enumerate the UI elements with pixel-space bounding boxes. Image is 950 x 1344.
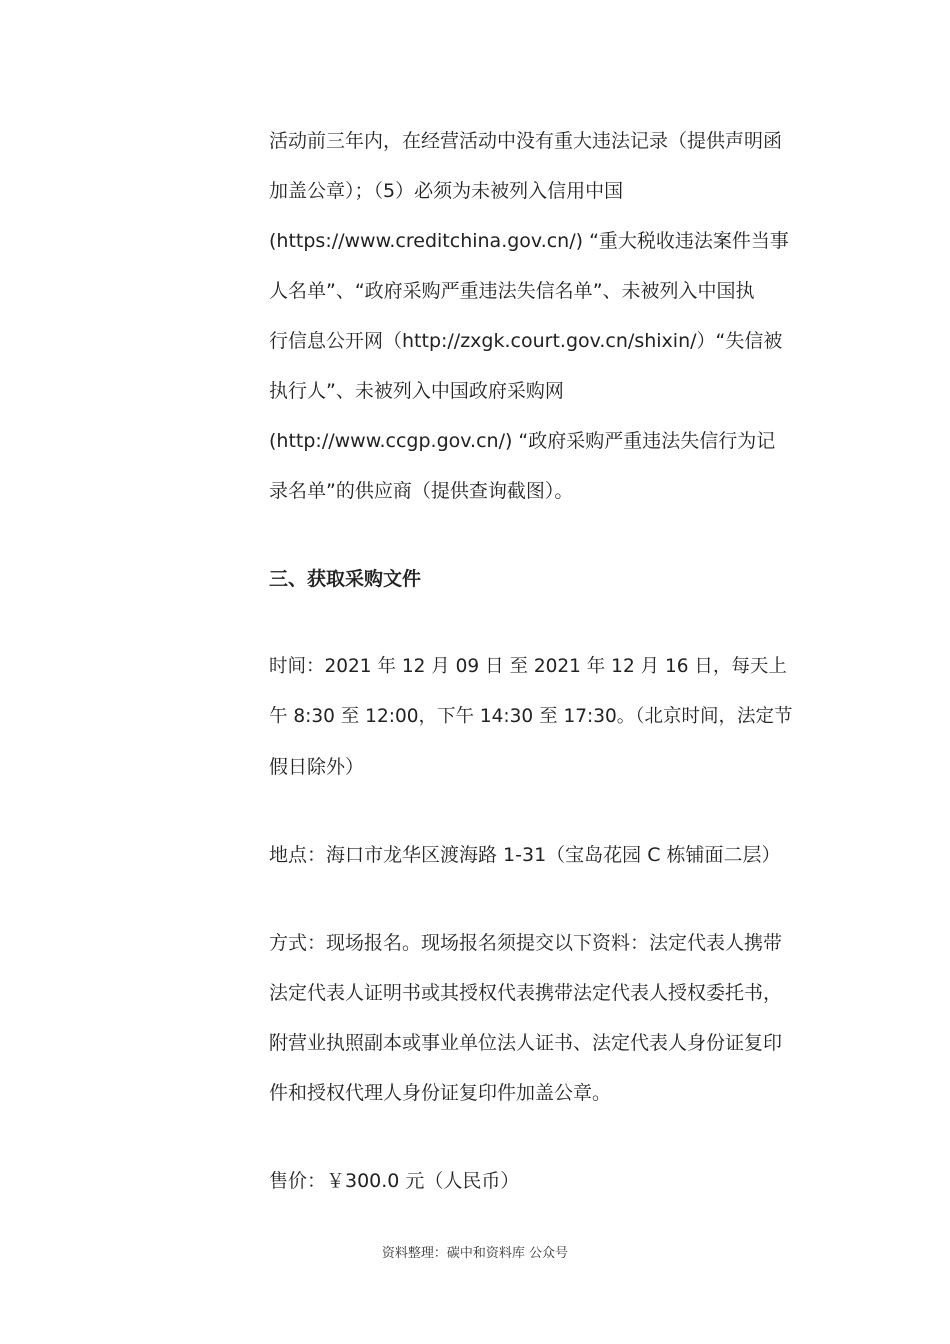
page-footer: 资料整理：碳中和资料库 公众号	[381, 1246, 569, 1261]
paragraph-spacer	[269, 516, 799, 554]
price-paragraph	[269, 1156, 799, 1206]
text-line: 人名单”、“政府采购严重违法失信名单”、未被列入中国执	[269, 280, 755, 302]
document-body	[269, 116, 799, 1206]
text-line: (http://www.ccgp.gov.cn/) “政府采购严重违法失信行为记	[269, 430, 776, 452]
text-line: 方式：现场报名。现场报名须提交以下资料：法定代表人携带	[269, 932, 783, 954]
text-line: 时间：2021 年 12 月 09 日 至 2021 年 12 月 16 日，每天上	[269, 656, 787, 677]
text-line: (https://www.creditchina.gov.cn/) “重大税收违法案件当事	[269, 230, 789, 252]
text-line: 录名单”的供应商（提供查询截图）。	[269, 480, 574, 502]
heading-text: 三、获取采购文件	[269, 568, 422, 590]
paragraph-spacer	[269, 1118, 799, 1156]
text-line: 地点：海口市龙华区渡海路 1-31（宝岛花园 C 栋铺面二层）	[269, 844, 781, 866]
section-heading	[269, 554, 799, 604]
location-paragraph	[269, 830, 799, 880]
text-line: 行信息公开网（http://zxgk.court.gov.cn/shixin/）“失信被	[269, 330, 783, 352]
paragraph-spacer	[269, 880, 799, 918]
text-line: 售价：￥300.0 元（人民币）	[269, 1170, 520, 1192]
text-line: 附营业执照副本或事业单位法人证书、法定代表人身份证复印	[269, 1032, 783, 1054]
paragraph-spacer	[269, 792, 799, 830]
text-line: 件和授权代理人身份证复印件加盖公章。	[269, 1082, 612, 1104]
text-line: 法定代表人证明书或其授权代表携带法定代表人授权委托书，	[269, 982, 783, 1004]
text-line: 午 8:30 至 12:00，下午 14:30 至 17:30。（北京时间，法定节	[269, 706, 793, 727]
text-line: 加盖公章）；（5）必须为未被列入信用中国	[269, 180, 624, 202]
text-line: 假日除外）	[269, 756, 365, 778]
text-line: 执行人”、未被列入中国政府采购网	[269, 380, 564, 402]
qualification-paragraph	[269, 116, 799, 516]
time-paragraph	[269, 642, 799, 792]
text-line: 活动前三年内，在经营活动中没有重大违法记录（提供声明函	[269, 130, 783, 152]
method-paragraph	[269, 918, 799, 1118]
paragraph-spacer	[269, 604, 799, 642]
